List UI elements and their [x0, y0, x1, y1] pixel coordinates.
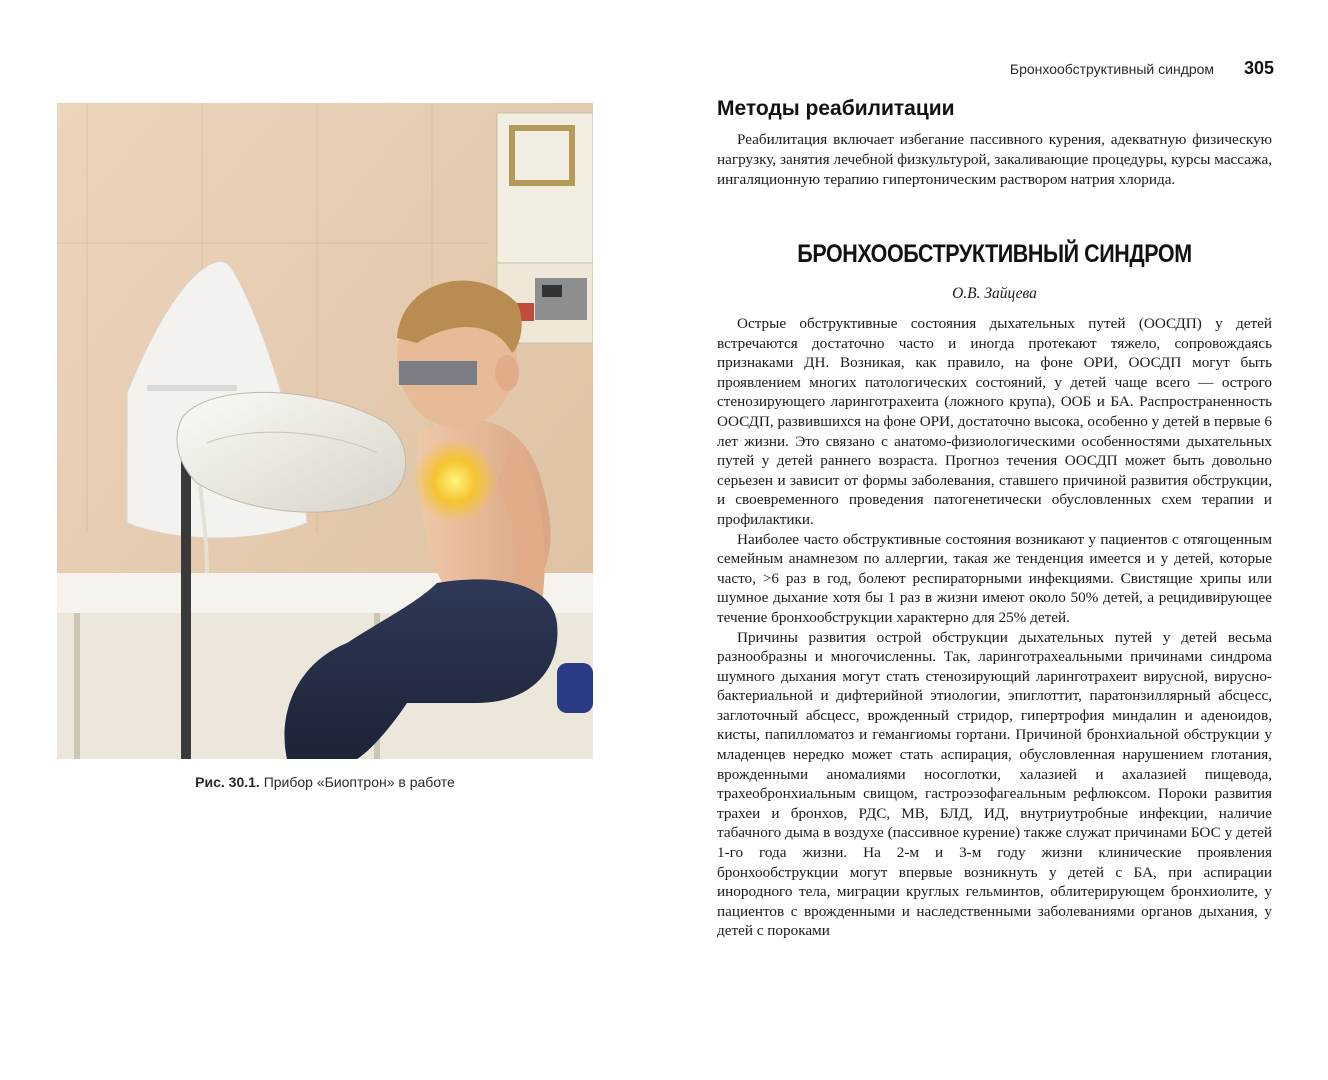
bioptron-photo-illustration: [57, 103, 593, 759]
right-page: [664, 0, 1328, 1080]
chapter-body: [717, 314, 1272, 941]
chapter-title: БРОНХООБСТРУКТИВНЫЙ СИНДРОМ: [797, 240, 1192, 268]
figure-photo: [57, 103, 593, 759]
figure-caption: [57, 774, 593, 790]
rehabilitation-paragraph: Реабилитация включает избегание пассивного курения, адекватную физическую нагрузку, занятия лечебной физкультурой, закаливающие процедуры, курсы массажа, ингаляционную терапию гипертоническим раствором натрия хлорида.: [717, 131, 1272, 188]
running-head: [664, 58, 1274, 79]
body-paragraph: Острые обструктивные состояния дыхательных путей (ООСДП) у детей встречаются достаточно часто и иногда протекают тяжело, сопровождаясь признаками ДН. Возникая, как правило, на фоне ОРИ, ООСДП могут быть проявлением многих патологических состояний, у детей чаще всего — острого стенозирующего ларинготрахеита (ложного крупа), ООБ и БА. Распространенность ООСДП, развившихся на фоне ОРИ, достаточно высока, особенно у детей в первые 6 лет жизни. Это связано с анатомо-физиологическими особенностями дыхательных путей у детей раннего возраста. Прогноз течения ООСДП может быть довольно серьезен и зависит от формы заболевания, ставшего причиной развития обструкции, и своевременного проведения патогенетически обусловленных схем терапии и профилактики.: [717, 315, 1272, 528]
section-heading: Методы реабилитации: [717, 97, 955, 120]
body-paragraph: Причины развития острой обструкции дыхательных путей у детей весьма разнообразны и многочисленны. Так, ларинготрахеальными причинами синдрома шумного дыхания могут стать стенозирующий ларинготрахеит вирусной, вирусно-бактериальной и дифтерийной этиологии, эпиглоттит, паратонзиллярный абсцесс, заглоточный абсцесс, врожденный стридор, гипертрофия миндалин и аденоидов, кисты, папилломатоз и гемангиомы гортани. Причиной бронхиальной обструкции у младенцев нередко может стать аспирация, обусловленная нарушением глотания, врожденными аномалиями носоглотки, халазией и ахалазией пищевода, трахеобронхиальным свищом, гастроэзофагеальным рефлюксом. Пороки развития трахеи и бронхов, РДС, МВ, БЛД, ИД, внутриутробные инфекции, наличие табачного дыма в воздухе (пассивное курение) также служат причинами БОС у детей 1-го года жизни. На 2-м и 3-м году жизни клинические проявления бронхообструкции могут впервые возникнуть у детей с БА, при аспирации инородного тела, миграции круглых гельминтов, облитерирующем бронхиолите, у пациентов с врожденными и наследственными заболеваниями органов дыхания, у детей с пороками: [717, 628, 1272, 940]
body-paragraph: Наиболее часто обструктивные состояния возникают у пациентов с отягощенным семейным анамнезом по аллергии, такая же тенденция имеется и у детей, которые часто, >6 раз в год, болеют респираторными инфекциями. Свистящие хрипы или шумное дыхание хотя бы 1 раз в жизни имеют около 50% детей, а рецидивирующее течение бронхообструкции характерно для 25% детей.: [717, 530, 1272, 626]
chapter-author: О.В. Зайцева: [952, 285, 1037, 302]
page-number: 305: [1243, 58, 1274, 78]
figure-number: Рис. 30.1.: [195, 774, 260, 790]
figure-caption-text: Прибор «Биоптрон» в работе: [263, 774, 455, 790]
running-head-title: Бронхообструктивный синдром: [1009, 61, 1215, 77]
